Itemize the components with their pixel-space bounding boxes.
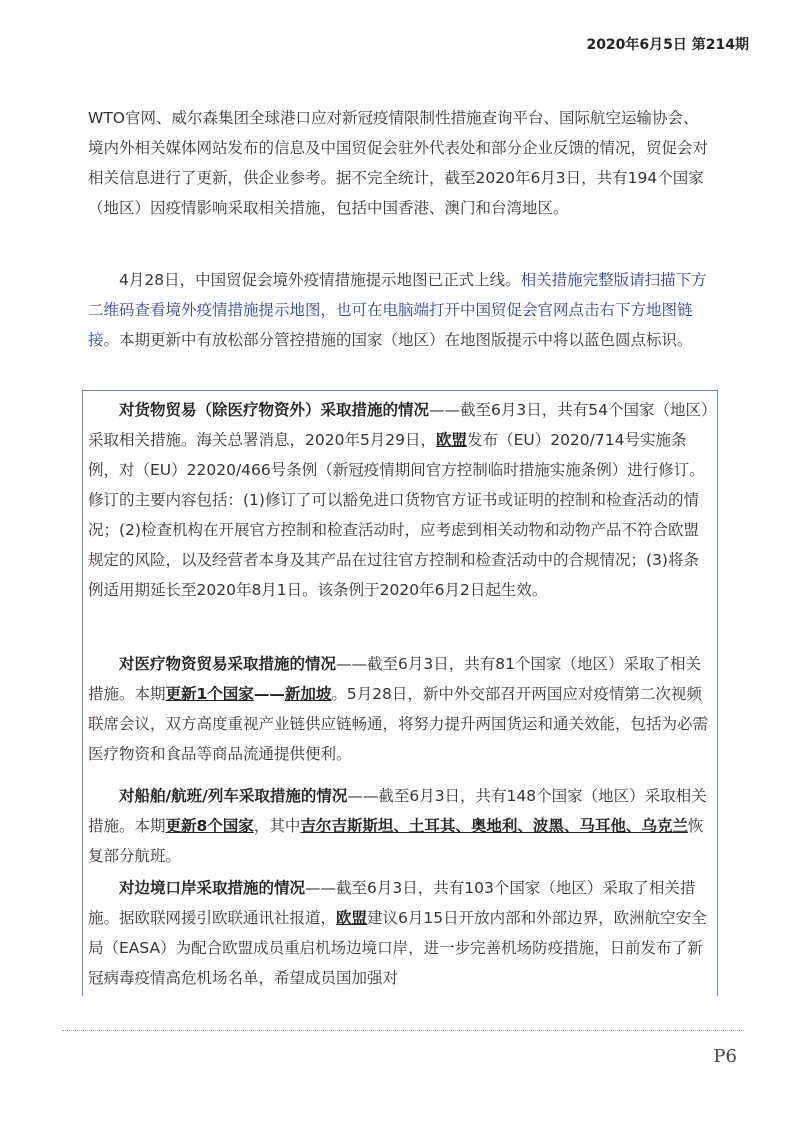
transport-text-2: ，其中	[253, 817, 301, 835]
issue-date: 2020年6月5日 第214期	[586, 37, 749, 53]
goods-trade-text-2: 发布（EU）2020/714号实施条例，对（EU）22020/466号条例（新冠疫情期间官方控制临时措施实施条例）进行修订。修订的主要内容包括：(1)修订了可以豁免进口货物官方证书或证明的控制和检查活动的情况；(2)检查机构在开展官方控制和检查活动时，应考虑到相关动物和动物产品不符合欧盟规定的风险，以及经营者本身及其产品在过往官方控制和检查活动中的合规情况；(3)将条例适用期延长至2020年8月1日。该条例于2020年6月2日起生效。	[88, 431, 705, 599]
transport-title: 对船舶/航班/列车采取措施的情况	[119, 787, 348, 805]
border-title: 对边境口岸采取措施的情况	[119, 879, 306, 897]
medical-trade-title: 对医疗物资贸易采取措施的情况	[119, 655, 337, 673]
medical-trade-paragraph	[88, 649, 710, 769]
footer-divider	[62, 1030, 744, 1031]
transport-text-3: 恢复部分航班。	[88, 817, 704, 865]
transport-paragraph	[88, 781, 710, 871]
medical-country: 新加坡	[284, 685, 332, 703]
transport-update-count: 更新8个国家	[165, 817, 254, 835]
border-text-2: 建议6月15日开放内部和外部边界，欧洲航空安全局（EASA）为配合欧盟成员重启机场边境口岸，进一步完善机场防疫措施，日前发布了新冠病毒疫情高危机场名单，希望成员国加强对	[88, 909, 707, 987]
medical-trade-text: ——截至6月3日，共有81个国家（地区）采取了相关措施。本期	[88, 655, 701, 703]
goods-eu-highlight: 欧盟	[436, 431, 468, 449]
medical-update-count: 更新1个国家	[165, 685, 254, 703]
map-notice-paragraph	[88, 265, 712, 355]
page-number: P6	[713, 1046, 737, 1067]
goods-trade-title: 对货物贸易（除医疗物资外）采取措施的情况	[119, 401, 430, 419]
border-eu-highlight: 欧盟	[336, 909, 368, 927]
goods-trade-paragraph	[88, 395, 710, 605]
medical-dash: ——	[253, 685, 285, 703]
transport-countries: 吉尔吉斯斯坦、土耳其、奥地利、波黑、马耳他、乌克兰	[300, 817, 688, 835]
transport-text: ——截至6月3日，共有148个国家（地区）采取相关措施。本期	[88, 787, 707, 835]
map-notice-text: 4月28日，中国贸促会境外疫情措施提示地图已正式上线。	[119, 271, 521, 289]
goods-trade-text: ——截至6月3日，共有54个国家（地区）采取相关措施。海关总署消息，2020年5月29日，	[88, 401, 709, 449]
map-link-text[interactable]: 相关措施完整版请扫描下方二维码查看境外疫情措施提示地图，也可在电脑端打开中国贸促会官网点击右下方地图链接	[88, 271, 707, 349]
map-notice-tail: 。本期更新中有放松部分管控措施的国家（地区）在地图版提示中将以蓝色圆点标识。	[103, 331, 693, 349]
intro-paragraph: WTO官网、威尔森集团全球港口应对新冠疫情限制性措施查询平台、国际航空运输协会、境内外相关媒体网站发布的信息及中国贸促会驻外代表处和部分企业反馈的情况，贸促会对相关信息进行了更新，供企业参考。据不完全统计，截至2020年6月3日，共有194个国家（地区）因疫情影响采取相关措施，包括中国香港、澳门和台湾地区。	[88, 109, 709, 217]
border-paragraph	[88, 873, 710, 993]
border-text: ——截至6月3日，共有103个国家（地区）采取了相关措施。据欧联网援引欧联通讯社报道，	[88, 879, 696, 927]
medical-trade-text-2: 。5月28日，新中外交部召开两国应对疫情第二次视频联席会议，双方高度重视产业链供应链畅通，将努力提升两国货运和通关效能，包括为必需医疗物资和食品等商品流通提供便利。	[88, 685, 709, 763]
